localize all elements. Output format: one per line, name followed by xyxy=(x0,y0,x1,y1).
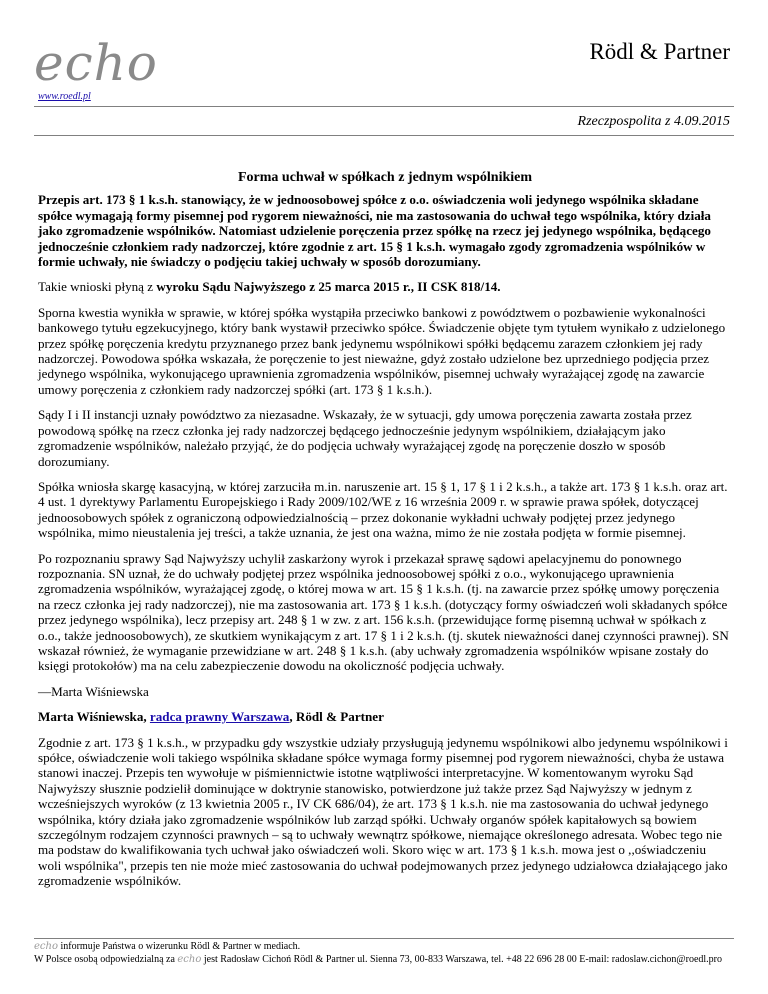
footer-text-2a: W Polsce osobą odpowiedzialną za xyxy=(34,954,178,965)
echo-mark: echo xyxy=(34,941,58,952)
article-title: Forma uchwał w spółkach z jednym wspólnikiem xyxy=(237,170,533,185)
footer-divider xyxy=(34,938,734,939)
echo-logo: echo xyxy=(34,34,158,92)
source-line: Rzeczpospolita z 4.09.2015 xyxy=(577,114,730,129)
ruling-prefix: Takie wnioski płyną z xyxy=(38,279,157,295)
article-paragraph: Spółka wniosła skargę kasacyjną, w której zarzuciła m.in. naruszenie art. 15 § 1, 17 § 1 i 2 k.s.h., a także art. 173 § 1 k.s.h. oraz art. 4 ust. 1 dyrektywy Parlamentu Europejskiego i Rady 2009/102/WE z 16 września 2009 r. w sprawie prawa spółek, dotyczącej jednoosobowych spółek z ograniczoną odpowiedzialnością – przez dokonanie wykładni uchwały podjętej przez jedynego wspólnika, mimo nieustalenia jej treści, a także uznania, że jest ona ważna, mimo że nie została podjęta w formie pisemnej. xyxy=(38,478,728,541)
signature: —Marta Wiśniewska xyxy=(38,683,149,699)
brand-name: Rödl & Partner xyxy=(589,39,730,64)
author-line: Marta Wiśniewska, radca prawny Warszawa, Rödl & Partner xyxy=(38,709,384,725)
footer-text-2b: jest Radosław Cichoń Rödl & Partner ul. Sienna 73, 00-833 Warszawa, tel. +48 22 696 28 00 E-mail: radoslaw.cichon@roedl.pro xyxy=(201,954,722,965)
header-divider xyxy=(34,106,734,107)
footer-line-2 xyxy=(34,953,734,966)
article-paragraph xyxy=(38,279,732,294)
source-divider xyxy=(34,135,734,136)
article-lead: Przepis art. 173 § 1 k.s.h. stanowiący, że w jednoosobowej spółce z o.o. oświadczenia woli jedynego wspólnika składane spółce wymagają formy pisemnej pod rygorem nieważności, nie ma zastosowania do uchwał tego wspólnika, który działa jako zgromadzenie wspólników. Natomiast udzielenie poręczenia przez spółkę na rzecz jej jedynego wspólnika, będącego jednocześnie członkiem rady nadzorczej, które zgodnie z art. 15 § 1 k.s.h. wymagało zgody zgromadzenia wspólników w formie uchwały, nie świadczy o podjęciu takiej uchwały w sposób dorozumiany. xyxy=(38,192,711,270)
echo-mark: echo xyxy=(177,954,202,965)
page-header xyxy=(0,0,768,140)
footer-text-1: informuje Państwa o wizerunku Rödl & Partner w mediach. xyxy=(57,941,301,952)
ruling-reference: wyroku Sądu Najwyższego z 25 marca 2015 r., II CSK 818/14. xyxy=(156,279,501,295)
article-paragraph: Po rozpoznaniu sprawy Sąd Najwyższy uchylił zaskarżony wyrok i przekazał sprawę sądowi apelacyjnemu do ponownego rozpoznania. SN uznał, że do uchwały podjętej przez wspólnika jednoosobowej spółki z o.o., wykonującego uprawnienia zgromadzenia wspólników, wyrażającej zgodę, o której mowa w art. 15 § 1 k.s.h. (tj. na zawarcie przez spółkę umowy poręczenia na rzecz członka jej rady nadzorczej), nie ma zastosowania art. 173 § 1 k.s.h. (dotyczący formy oświadczeń woli składanych spółce przez jedynego wspólnika), lecz przepisy art. 248 § 1 w zw. z art. 156 k.s.h. (przewidujące formę pisemną uchwał w spółkach z o.o., także jednoosobowych), ze skutkiem wynikającym z art. 17 § 1 i 2 k.s.h. (tj. skutek nieważności danej czynności prawnej). SN wskazał również, że wymaganie przewidziane w art. 248 § 1 k.s.h. (aby uchwały zgromadzenia wspólników wpisane zostały do księgi protokołów) ma na celu zabezpieczenie dowodu na okoliczność podjęcia uchwały. xyxy=(38,550,729,674)
website-link[interactable]: www.roedl.pl xyxy=(38,91,91,102)
author-name: Marta Wiśniewska, xyxy=(38,709,147,725)
author-link[interactable]: radca prawny Warszawa xyxy=(149,709,290,725)
author-firm: Rödl & Partner xyxy=(295,709,384,725)
commentary: Zgodnie z art. 173 § 1 k.s.h., w przypadku gdy wszystkie udziały przysługują jedynemu wspólnikowi albo jedynemu wspólnikowi i spółce, oświadczenie woli takiego wspólnika składane spółce wymaga formy pisemnej pod rygorem nieważności, chyba że ustawa stanowi inaczej. Przepis ten wywołuje w piśmiennictwie istotne wątpliwości interpretacyjne. W komentowanym wyroku Sąd Najwyższy słusznie podzielił dominujące w doktrynie stanowisko, potwierdzone już także przez Sąd Najwyższy w jednym z wcześniejszych wyroków (z 13 kwietnia 2005 r., IV CK 686/04), że art. 173 § 1 k.s.h. nie ma zastosowania do uchwał jedynego wspólnika, który działa jako zgromadzenie wspólników lub zarząd spółki. Uchwały organów spółek kapitałowych są bowiem szczególnym rodzajem czynności prawnych – są to uchwały wewnątrz spółkowe, niemające określonego adresata. Wobec tego nie ma podstaw do kwalifikowania tych uchwał jako oświadczeń woli. Skoro więc w art. 173 § 1 k.s.h. mowa jest o ,,oświadczeniu woli wspólnika", przepis ten nie może mieć zastosowania do uchwał podejmowanych przez jedynego udziałowca działającego jako zgromadzenie wspólników. xyxy=(38,734,728,889)
page-footer xyxy=(34,938,734,966)
article-paragraph: Sporna kwestia wynikła w sprawie, w której spółka wystąpiła przeciwko bankowi z powództwem o pozbawienie wykonalności bankowego tytułu egzekucyjnego, który bank wystawił przeciwko spółce. Świadczenie objęte tym tytułem wynikało z udzielonego przez spółkę poręczenia kredytu przyznanego przez bank jedynemu wspólnikowi spółki będącemu zarazem członkiem jej rady nadzorczej. Powodowa spółka wskazała, że poręczenie to jest nieważne, gdyż zostało udzielone bez uprzedniego podjęcia przez jedynego wspólnika, wykonującego uprawnienia zgromadzenia wspólników, pisemnej uchwały wyrażającej zgodę na zawarcie umowy poręczenia z członkiem rady nadzorczej spółki (art. 173 § 1 k.s.h.). xyxy=(38,304,726,397)
article-paragraph: Sądy I i II instancji uznały powództwo za niezasadne. Wskazały, że w sytuacji, gdy umowa poręczenia zawarta została przez powodową spółkę na rzecz członka jej rady nadzorczej będącego jednocześnie jedynym wspólnikiem, działającym jako zgromadzenie wspólników, należało przyjąć, że do podjęcia uchwały wyrażającej zgodę na poręczenie doszło w sposób dorozumiany. xyxy=(38,407,692,469)
footer-line-1 xyxy=(34,940,734,953)
article-body xyxy=(38,170,732,899)
